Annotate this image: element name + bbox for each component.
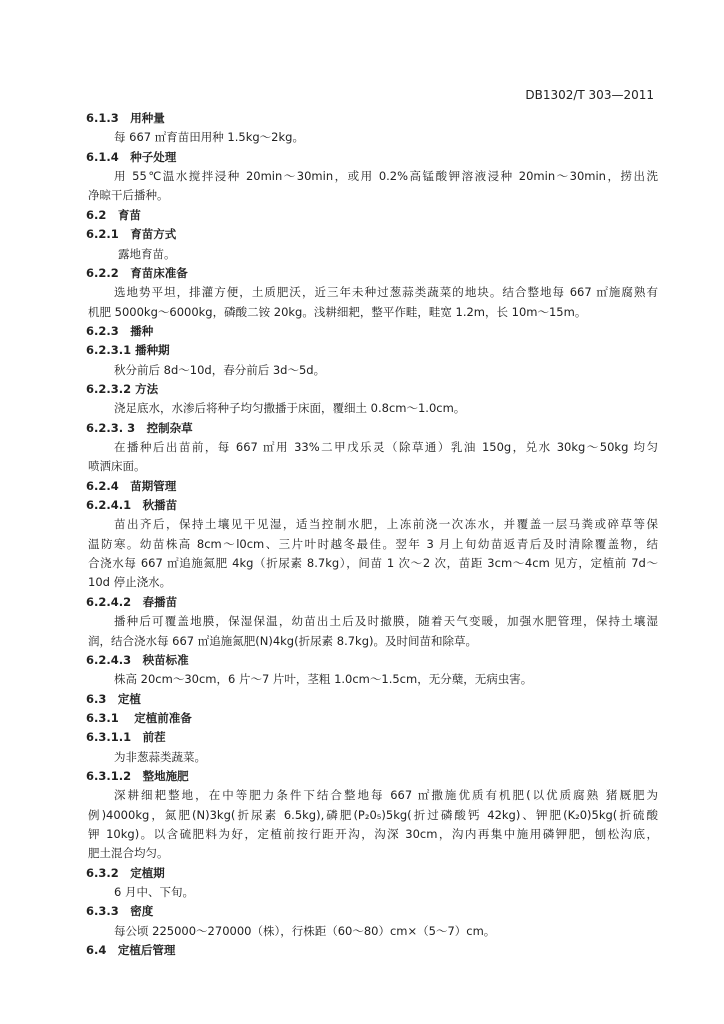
section-heading: 6.2.3. 3 控制杂草 bbox=[86, 420, 193, 435]
section-heading: 6.2.4.3 秧苗标准 bbox=[86, 652, 189, 667]
section-heading: 6.2.2 育苗床准备 bbox=[86, 265, 188, 280]
body-line: 喷洒床面。 bbox=[88, 459, 146, 474]
section-heading: 6.4 定植后管理 bbox=[86, 943, 176, 958]
section-heading: 6.3.1.2 整地施肥 bbox=[86, 768, 189, 783]
body-line: 露地育苗。 bbox=[118, 246, 176, 261]
section-heading: 6.1.4 种子处理 bbox=[86, 149, 177, 164]
body-line: 为非葱蒜类蔬菜。 bbox=[114, 749, 206, 764]
section-heading: 6.3.1.1 前茬 bbox=[86, 730, 166, 745]
standard-code: DB1302/T 303—2011 bbox=[525, 88, 654, 102]
section-heading: 6.2.4.1 秋播苗 bbox=[86, 498, 178, 512]
body-line: 10d 停止浇水。 bbox=[88, 575, 172, 590]
body-line: 6 月中、下旬。 bbox=[114, 885, 194, 899]
section-heading: 6.2.1 育苗方式 bbox=[86, 227, 177, 242]
body-line: 温防寒。幼苗株高 8cm～l0cm、三片叶时越冬最佳。翌年 3 月上旬幼苗返青后及时清除覆盖物，结 bbox=[88, 536, 658, 551]
body-line: 合浇水每 667 ㎡追施氮肥 4kg（折尿素 8.7kg），间苗 1 次～2 次，苗距 3cm～4cm 见方，定植前 7d～ bbox=[88, 556, 658, 570]
body-line: 润，结合浇水每 667 ㎡追施氮肥(N)4kg(折尿素 8.7kg)。及时间苗和除草。 bbox=[88, 633, 477, 648]
section-heading: 6.3 定植 bbox=[86, 691, 141, 706]
body-line: 选地势平坦，排灌方便，土质肥沃，近三年未种过葱蒜类蔬菜的地块。结合整地每 667 ㎡施腐熟有 bbox=[114, 285, 658, 300]
body-line: 浇足底水，水渗后将种子均匀撒播于床面，覆细土 0.8cm～1.0cm。 bbox=[114, 401, 466, 416]
body-line: 每公顷 225000～270000（株），行株距（60～80）cm×（5～7）cm。 bbox=[114, 923, 496, 938]
body-line: 每 667 ㎡育苗田用种 1.5kg～2kg。 bbox=[114, 130, 304, 145]
body-line: 播种后可覆盖地膜，保湿保温，幼苗出土后及时撤膜，随着天气变暖，加强水肥管理，保持土壤湿 bbox=[114, 614, 658, 629]
section-heading: 6.2.4.2 春播苗 bbox=[86, 594, 178, 609]
section-heading: 6.2.3.1 播种期 bbox=[86, 343, 170, 358]
body-line: 净晾干后播种。 bbox=[88, 188, 169, 203]
body-line: 苗出齐后，保持土壤见干见湿，适当控制水肥，上冻前浇一次冻水，并覆盖一层马粪或碎草等保 bbox=[114, 517, 658, 532]
body-line: 钾 10kg)。以含硫肥料为好，定植前按行距开沟，沟深 30cm，沟内再集中施用磷钾肥，刨松沟底， bbox=[88, 827, 658, 841]
body-line: 在播种后出苗前，每 667 ㎡用 33%二甲戊乐灵（除草通）乳油 150g，兑水 30kg～50kg 均匀 bbox=[114, 440, 658, 454]
body-line: 秋分前后 8d～10d，春分前后 3d～5d。 bbox=[114, 362, 326, 377]
section-heading: 6.3.3 密度 bbox=[86, 904, 154, 919]
section-heading: 6.2.3.2 方法 bbox=[86, 381, 159, 396]
section-heading: 6.2.4 苗期管理 bbox=[86, 478, 177, 493]
body-line: 例)4000kg，氮肥(N)3kg(折尿素 6.5kg),磷肥(P₂0₅)5kg(折过磷酸钙 42kg)、钾肥(K₂0)5kg(折硫酸 bbox=[88, 807, 658, 822]
section-heading: 6.2.3 播种 bbox=[86, 323, 154, 338]
body-line: 用 55℃温水搅拌浸种 20min～30min，或用 0.2%高锰酸钾溶液浸种 20min～30min，捞出洗 bbox=[114, 169, 658, 184]
section-heading: 6.3.1 定植前准备 bbox=[86, 710, 192, 725]
section-heading: 6.3.2 定植期 bbox=[86, 865, 165, 880]
body-line: 肥土混合均匀。 bbox=[88, 846, 169, 861]
section-heading: 6.2 育苗 bbox=[86, 207, 141, 222]
body-line: 深耕细耙整地，在中等肥力条件下结合整地每 667 ㎡撒施优质有机肥(以优质腐熟 猪厩肥为 bbox=[114, 788, 658, 803]
section-heading: 6.1.3 用种量 bbox=[86, 111, 165, 125]
body-line: 株高 20cm～30cm，6 片～7 片叶，茎粗 1.0cm～1.5cm，无分蘖，无病虫害。 bbox=[114, 672, 533, 687]
body-line: 机肥 5000kg～6000kg，磷酸二铵 20kg。浅耕细耙，整平作畦，畦宽 1.2m，长 10m～15m。 bbox=[88, 304, 587, 319]
